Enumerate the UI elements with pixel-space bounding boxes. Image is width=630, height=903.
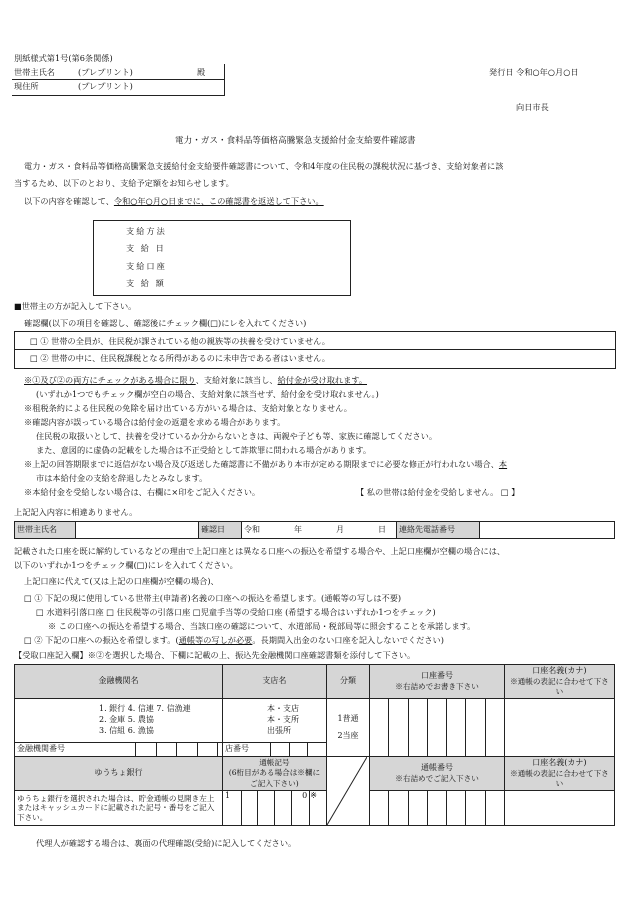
confirm-lead: 上記記入内容に相違ありません。 xyxy=(14,507,138,517)
yucho-digit[interactable] xyxy=(275,791,292,825)
yucho-star: ※ xyxy=(310,791,317,800)
note-4b: 市は本給付金の支給を辞退したとみなします。 xyxy=(36,473,208,483)
note-2: ※租税条約による住民税の免除を届け出ている方がいる場合は、支給対象となりません。 xyxy=(24,403,352,413)
acct-digit[interactable] xyxy=(447,699,466,757)
acct-digit[interactable] xyxy=(427,699,446,757)
note-1: ※①及び②の両方にチェックがある場合に限り、支給対象に該当し、給付金が受け取れます。 xyxy=(24,375,368,385)
yucho-number-header: 通帳番号 ※右詰めでご記入下さい xyxy=(370,757,505,791)
intro-line1: 電力・ガス・食料品等価格高騰緊急支援給付金支給要件確認書について、令和4年度の住民税の課税状況に基づき、支給対象者に該 xyxy=(24,161,504,171)
yucho-code-field[interactable] xyxy=(223,791,327,826)
yucho-holder-header: 口座名義(カナ) ※通帳の表記に合わせて下さい xyxy=(504,757,614,791)
note-3c: また、意図的に虚偽の記載をした場合は不正受給として詐欺罪に問われる場合があります。 xyxy=(36,445,372,455)
yucho-digit-0: 0 xyxy=(292,791,311,825)
acct-digit[interactable] xyxy=(485,699,504,757)
issue-date: 発行日 令和○年○月○日 xyxy=(489,67,579,77)
acct-digit[interactable] xyxy=(389,699,408,757)
branch-header: 支店名 xyxy=(223,665,327,699)
note-3b: 住民税の取扱いとして、扶養を受けているか分からないときは、両親や子ども等、家族に確認してください。 xyxy=(36,431,438,441)
check-item-2[interactable]: □ ② 世帯の中に、住民税課税となる所得があるのに未申告である者はいません。 xyxy=(30,353,330,363)
yucho-description: ゆうちょ銀行を選択された場合は、貯金通帳の見開き左上またはキャッシュカードに記載された記号・番号をご記入下さい。 xyxy=(15,791,223,826)
confirm-date-field[interactable]: 令和 年 月 日 xyxy=(242,522,397,539)
address-label: 現住所 xyxy=(14,81,39,91)
householder-name-label: 世帯主氏名 xyxy=(14,67,55,77)
bank-code-label: 金融機関番号 xyxy=(15,743,136,757)
branch-code-label: 店番号 xyxy=(223,743,271,757)
yucho-digit[interactable] xyxy=(258,791,275,825)
check-item-1[interactable]: □ ① 世帯の全員が、住民税が課されている他の親族等の扶養を受けていません。 xyxy=(30,336,330,346)
bank-code-digit[interactable] xyxy=(197,743,217,757)
holder-field[interactable] xyxy=(504,699,614,757)
note-5: ※本給付金を受給しない場合は、右欄に×印をご記入ください。 xyxy=(24,487,261,497)
account-heading: 【受取口座記入欄】※②を選択した場合、下欄に記載の上、振込先金融機関口座確認書類を添付して下さい。 xyxy=(14,650,416,660)
type-header: 分類 xyxy=(326,665,369,699)
yucho-num-digit[interactable] xyxy=(370,791,389,826)
bank-code-digit[interactable] xyxy=(136,743,156,757)
yucho-digit-1: 1 xyxy=(223,791,242,825)
note-1b: (いずれか1つでもチェック欄が空白の場合、支給対象に該当せず、給付金を受け取れません。) xyxy=(36,389,379,399)
account-lead-2: 以下のいずれか1つをチェック欄(□)にレを入れてください。 xyxy=(14,560,238,570)
diagonal-line xyxy=(327,757,367,825)
option-1-sub[interactable]: □ 水道料引落口座 □ 住民税等の引落口座 □児童手当等の受給口座 (希望する場合はいずれか1つをチェック) xyxy=(36,607,436,617)
yucho-holder-field[interactable] xyxy=(504,791,614,826)
yucho-num-digit[interactable] xyxy=(427,791,446,826)
yucho-code-header: 通帳記号 (6桁目がある場合は※欄にご記入下さい) xyxy=(223,757,327,791)
checklist-instruction: 確認欄(以下の項目を確認し、確認後にチェック欄(□)にレを入れてください) xyxy=(24,318,307,328)
header-divider xyxy=(12,79,225,80)
branch-code-digit[interactable] xyxy=(271,743,290,757)
confirm-name-label: 世帯主氏名 xyxy=(15,522,76,539)
account-number-header: 口座番号 ※右詰めでお書き下さい xyxy=(370,665,505,699)
acct-digit[interactable] xyxy=(370,699,389,757)
holder-header: 口座名義(カナ) ※通帳の表記に合わせて下さい xyxy=(504,665,614,699)
payment-method-label: 支給方法 xyxy=(126,226,167,236)
acct-digit[interactable] xyxy=(466,699,485,757)
payment-amount-label: 支 給 額 xyxy=(126,278,166,288)
payment-date-label: 支 給 日 xyxy=(126,243,166,253)
option-1-note: ※ この口座への振込を希望する場合、当該口座の確認について、水道部局・税部局等に照会することを承諾します。 xyxy=(48,621,476,631)
document-title: 電力・ガス・食料品等価格高騰緊急支援給付金支給要件確認書 xyxy=(175,136,416,146)
confirm-phone-field[interactable] xyxy=(480,522,615,539)
householder-name-value: (プレプリント) xyxy=(78,67,133,77)
section-heading: ■世帯主の方が記入して下さい。 xyxy=(14,301,137,311)
address-value: (プレプリント) xyxy=(78,81,133,91)
confirm-phone-label: 連絡先電話番号 xyxy=(397,522,480,539)
header-vline xyxy=(224,64,225,96)
account-type-options[interactable]: 1普通 2当座 xyxy=(326,699,369,757)
yucho-header: ゆうちょ銀行 xyxy=(15,757,223,791)
payment-account-label: 支給口座 xyxy=(126,261,167,271)
checklist-divider xyxy=(14,349,615,350)
option-2[interactable]: □ ② 下記の口座への振込を希望します。(通帳等の写しが必要。長期間入出金のない口座を記入しないでください) xyxy=(24,635,444,645)
bank-code-digit[interactable] xyxy=(156,743,176,757)
bank-code-digit[interactable] xyxy=(177,743,197,757)
form-number: 別紙様式第1号(第6条関係) xyxy=(14,53,113,63)
acct-digit[interactable] xyxy=(408,699,427,757)
option-1[interactable]: □ ① 下記の現に使用している世帯主(申請者)名義の口座への振込を希望します。(通帳等の写しは不要) xyxy=(24,593,402,603)
branch-type-options[interactable]: 本・支店 本・支所 出張所 xyxy=(223,699,327,743)
account-table xyxy=(14,664,615,826)
confirm-date-label: 確認日 xyxy=(199,522,242,539)
yucho-type-blank xyxy=(326,757,369,826)
note-4a: ※上記の回答期限までに返信がない場合及び返送した確認書に不備があり本市が定める期限までに必要な修正が行われない場合、本 xyxy=(24,459,508,469)
yucho-num-digit[interactable] xyxy=(485,791,504,826)
confirm-table xyxy=(14,521,615,539)
honorific: 殿 xyxy=(197,67,206,77)
branch-code-digit[interactable] xyxy=(289,743,308,757)
yucho-num-digit[interactable] xyxy=(466,791,485,826)
yucho-num-digit[interactable] xyxy=(447,791,466,826)
intro-line2: 当するため、以下のとおり、支給予定額をお知らせします。 xyxy=(14,178,234,188)
branch-code-digit[interactable] xyxy=(308,743,327,757)
account-lead-1: 記載された口座を既に解約しているなどの理由で上記口座とは異なる口座への振込を希望する場合や、上記口座欄が空欄の場合には、 xyxy=(14,546,506,556)
header-underline xyxy=(12,95,225,96)
yucho-num-digit[interactable] xyxy=(389,791,408,826)
bank-name-header: 金融機関名 xyxy=(15,665,223,699)
issuer: 向日市長 xyxy=(516,102,549,112)
decline-checkbox[interactable]: 【 私の世帯は給付金を受給しません。 □ 】 xyxy=(356,487,520,497)
confirm-name-field[interactable] xyxy=(76,522,199,539)
note-3: ※確認内容が誤っている場合は給付金の返還を求める場合があります。 xyxy=(24,417,286,427)
account-lead-3: 上記口座に代えて(又は上記の口座欄が空欄の場合)、 xyxy=(24,576,219,586)
yucho-digit[interactable] xyxy=(242,791,259,825)
footer-note: 代理人が確認する場合は、裏面の代理確認(受給)に記入してください。 xyxy=(36,838,297,848)
yucho-num-digit[interactable] xyxy=(408,791,427,826)
intro-line3: 以下の内容を確認して、令和○年○月○日までに、この確認書を返送して下さい。 xyxy=(24,196,324,206)
bank-type-options[interactable]: 1. 銀行 4. 信連 7. 信漁連 2. 金庫 5. 農協 3. 信組 6. 漁協 xyxy=(15,699,223,743)
